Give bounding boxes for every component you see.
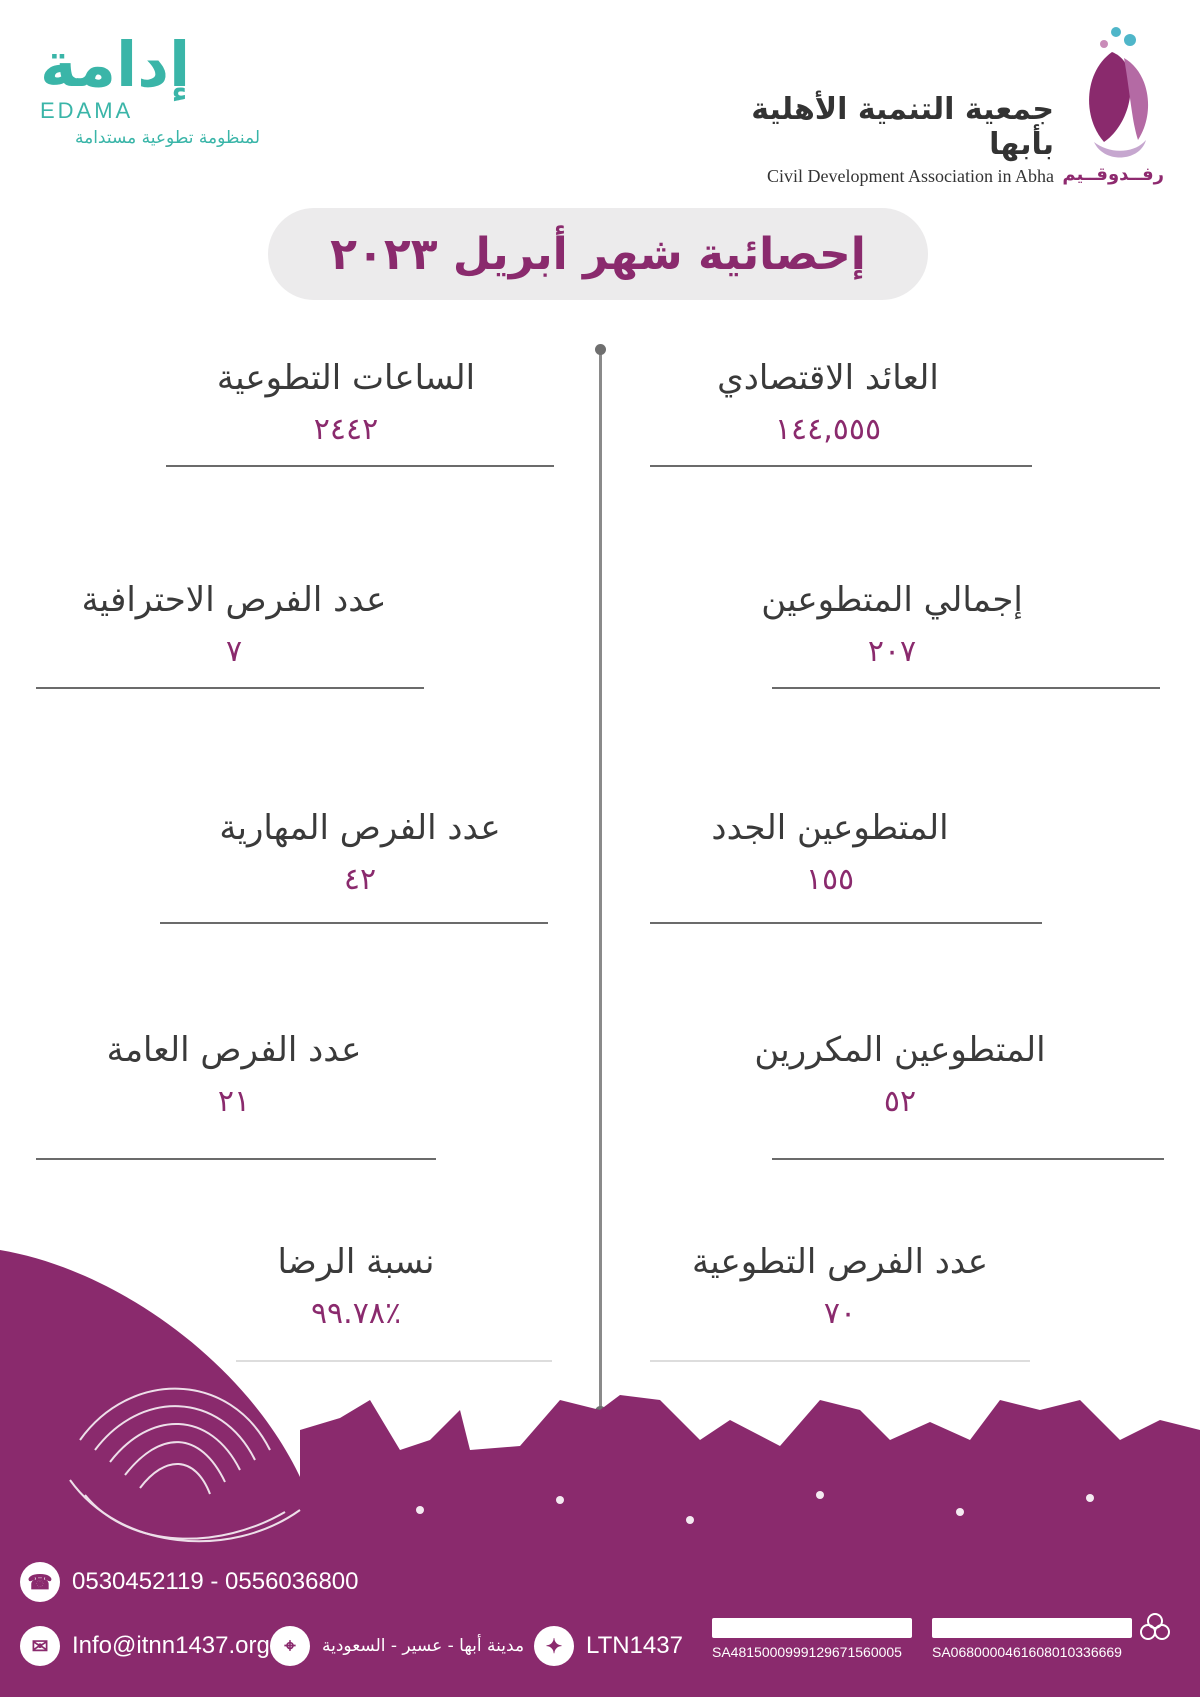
stat-total-volunteers <box>732 580 1052 669</box>
stat-value: ٤٢ <box>343 862 377 897</box>
stat-professional-opportunities-rule <box>36 687 424 689</box>
stat-label: إجمالي المتطوعين <box>761 580 1023 620</box>
stat-volunteer-hours-rule <box>166 465 554 467</box>
stat-skill-opportunities <box>180 808 540 897</box>
edama-logo <box>40 28 270 164</box>
association-name-block <box>704 92 1054 187</box>
iban-block-2 <box>932 1618 1132 1660</box>
stat-label: عدد الفرص المهارية <box>219 808 501 848</box>
stat-satisfaction-rate <box>196 1242 516 1331</box>
stat-value: ٢٠٧ <box>867 634 917 669</box>
phone-numbers: 0530452119 - 0556036800 <box>72 1568 359 1595</box>
email-address: Info@itnn1437.org <box>72 1632 270 1659</box>
stat-label: المتطوعين الجدد <box>711 808 949 848</box>
stat-value: ٢٤٤٢ <box>313 412 379 447</box>
stat-total-volunteers-rule <box>772 687 1160 689</box>
edama-logo-mark: إدامة <box>40 28 191 101</box>
stat-repeat-volunteers-rule <box>772 1158 1164 1160</box>
stat-economic-return <box>678 358 978 447</box>
stat-economic-return-rule <box>650 465 1032 467</box>
stat-label: نسبة الرضا <box>277 1242 435 1282</box>
center-divider-top-dot <box>595 344 606 355</box>
iban-number: SA4815000999129671560005 <box>712 1644 902 1660</box>
iban-block-1 <box>712 1618 912 1660</box>
stat-label: المتطوعين المكررين <box>754 1030 1046 1070</box>
stat-volunteer-hours <box>186 358 506 447</box>
stat-general-opportunities-rule <box>36 1158 436 1160</box>
email-contact[interactable] <box>20 1626 270 1666</box>
phone-icon: ☎ <box>20 1562 60 1602</box>
association-name-ar: جمعية التنمية الأهلية بأبها <box>751 92 1054 162</box>
stat-label: العائد الاقتصادي <box>717 358 939 398</box>
stat-label: عدد الفرص العامة <box>106 1030 362 1070</box>
email-icon: ✉ <box>20 1626 60 1666</box>
stat-label: الساعات التطوعية <box>216 358 476 398</box>
stat-label: عدد الفرص التطوعية <box>691 1242 989 1282</box>
twitter-icon: ✦ <box>534 1626 574 1666</box>
report-title-pill <box>268 208 928 300</box>
report-title: إحصائية شهر أبريل ٢٠٢٣ <box>330 228 866 280</box>
stat-value: ٧ <box>225 634 243 669</box>
iban-bank-bar <box>712 1618 912 1638</box>
association-logo <box>704 22 1164 192</box>
twitter-contact[interactable] <box>534 1626 683 1666</box>
location-pin-icon: ⌖ <box>270 1626 310 1666</box>
iban-bank-bar <box>932 1618 1132 1638</box>
stat-value: ٧٠ <box>823 1296 857 1331</box>
location-text: مدينة أبها - عسير - السعودية <box>322 1636 525 1656</box>
stat-label: عدد الفرص الاحترافية <box>81 580 387 620</box>
stat-value: ١٤٤,٥٥٥ <box>774 412 882 447</box>
stat-new-volunteers-rule <box>650 922 1042 924</box>
edama-logo-latin: EDAMA <box>40 98 134 123</box>
stat-repeat-volunteers <box>710 1030 1090 1119</box>
stat-skill-opportunities-rule <box>160 922 548 924</box>
association-name-en: Civil Development Association in Abha <box>767 166 1054 186</box>
twitter-handle: LTN1437 <box>586 1632 683 1659</box>
iban-number: SA0680000461608010336669 <box>932 1644 1122 1660</box>
stat-new-volunteers <box>670 808 990 897</box>
location-contact <box>270 1626 524 1666</box>
stat-professional-opportunities <box>44 580 424 669</box>
stat-value: ٥٢ <box>883 1084 917 1119</box>
bank-logo-icon <box>1138 1612 1172 1642</box>
edama-logo-subtitle: لمنظومة تطوعية مستدامة <box>74 128 260 148</box>
stat-general-opportunities <box>64 1030 404 1119</box>
stat-value: ٢١ <box>217 1084 251 1119</box>
stat-satisfaction-rate-rule <box>236 1360 552 1362</box>
stat-value: ١٥٥ <box>805 862 855 897</box>
stat-value: ٪٩٩.٧٨ <box>310 1296 402 1331</box>
phone-contact[interactable] <box>20 1562 359 1602</box>
association-tagline: رفــدوقــيم <box>1062 164 1164 185</box>
